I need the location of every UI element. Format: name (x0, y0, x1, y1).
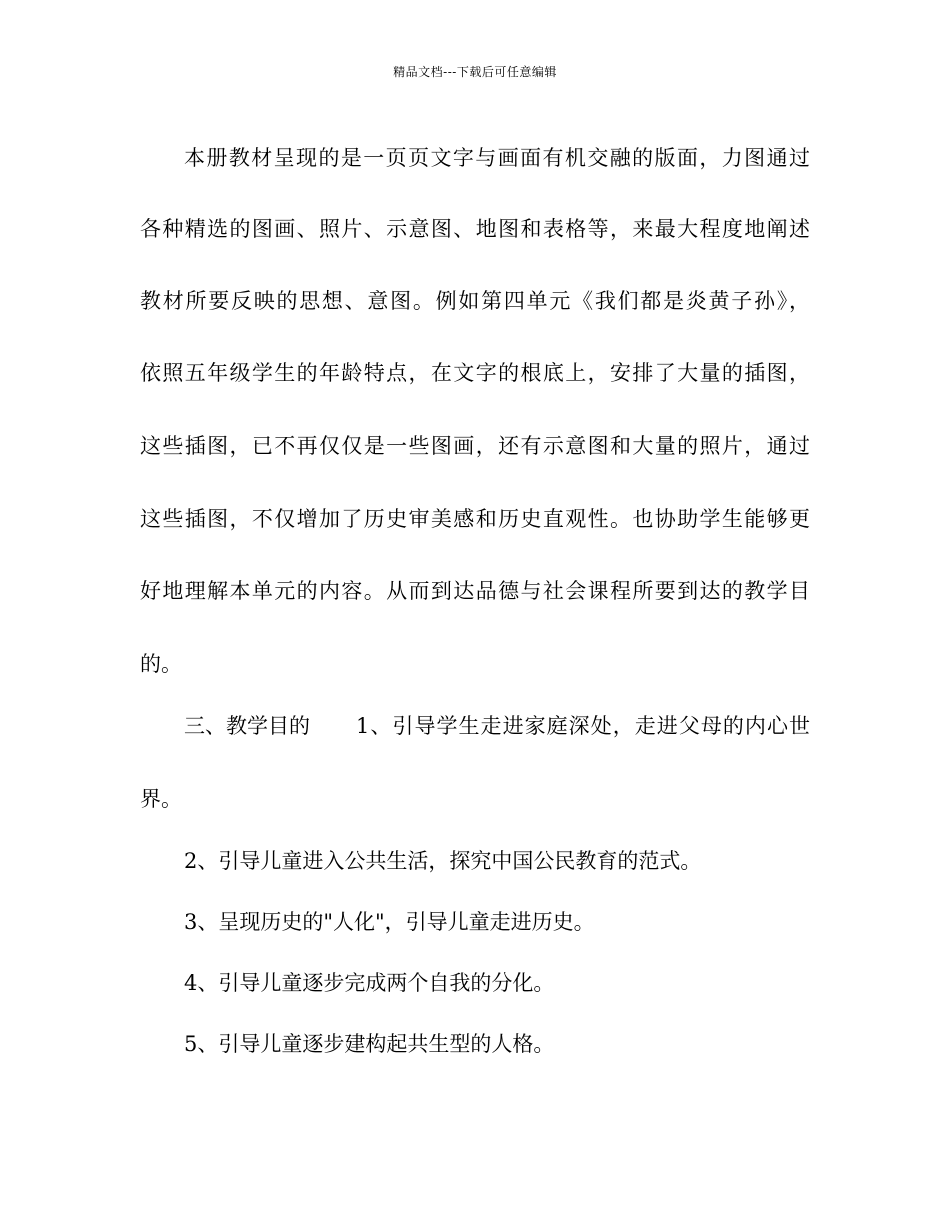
paragraph-line: 各种精选的图画、照片、示意图、地图和表格等，来最大程度地阐述 (140, 217, 810, 241)
page-header: 精品文档---下载后可任意编辑 (393, 65, 557, 79)
paragraph-line: 本册教材呈现的是一页页文字与画面有机交融的版面，力图通过 (184, 146, 810, 170)
paragraph-line: 好地理解本单元的内容。从而到达品德与社会课程所要到达的教学目 (140, 579, 810, 603)
goal-item-continuation: 界。 (140, 787, 182, 811)
paragraph-line: 这些插图，不仅增加了历史审美感和历史直观性。也协助学生能够更 (140, 507, 810, 531)
goal-item: 5、引导儿童逐步建构起共生型的人格。 (184, 1032, 555, 1056)
paragraph-line: 的。 (140, 652, 182, 676)
section-heading: 三、教学目的 (184, 714, 310, 738)
paragraph-line: 这些插图，已不再仅仅是一些图画，还有示意图和大量的照片，通过 (140, 434, 810, 458)
paragraph-line: 依照五年级学生的年龄特点，在文字的根底上，安排了大量的插图， (140, 361, 810, 385)
goal-item: 2、引导儿童进入公共生活，探究中国公民教育的范式。 (184, 849, 702, 873)
paragraph-line: 教材所要反映的思想、意图。例如第四单元《我们都是炎黄子孙》， (140, 289, 810, 313)
goal-item: 3、呈现历史的"人化"，引导儿童走进历史。 (184, 910, 595, 934)
goal-item: 1、引导学生走进家庭深处，走进父母的内心世 (356, 714, 810, 738)
goal-item: 4、引导儿童逐步完成两个自我的分化。 (184, 971, 555, 995)
